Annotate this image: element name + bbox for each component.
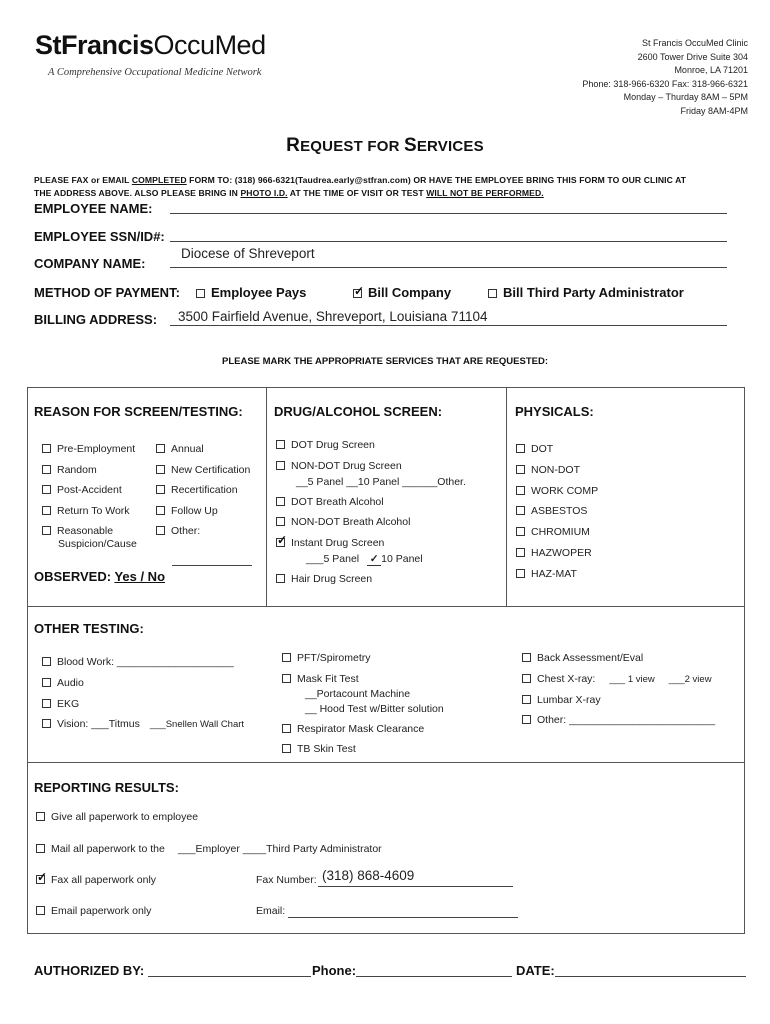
other-chest-xray[interactable]: Chest X-ray: ___ 1 view ___2 view xyxy=(522,673,712,685)
checkbox-icon[interactable] xyxy=(276,497,285,506)
reason-random[interactable]: Random xyxy=(42,460,135,481)
report-email[interactable]: Email paperwork only xyxy=(36,905,151,917)
physical-work-comp[interactable]: WORK COMP xyxy=(516,481,598,502)
checkbox-icon[interactable] xyxy=(282,724,291,733)
clinic-address xyxy=(582,37,748,118)
reason-col2 xyxy=(156,439,250,542)
drug-instant-panels: ___5 Panel ✓ 10 Panel xyxy=(306,553,423,565)
checkbox-icon[interactable] xyxy=(522,715,531,724)
checkbox-icon[interactable] xyxy=(276,574,285,583)
reason-other-field[interactable] xyxy=(172,565,252,566)
physicals-list xyxy=(516,439,598,585)
checkbox-icon[interactable] xyxy=(516,465,525,474)
other-lumbar-xray[interactable]: Lumbar X-ray xyxy=(522,694,601,706)
logo-bold: StFrancis xyxy=(35,30,154,60)
clinic-street: 2600 Tower Drive Suite 304 xyxy=(637,51,748,62)
checkbox-icon[interactable] xyxy=(36,844,45,853)
other-other[interactable]: Other: _________________________ xyxy=(522,714,715,726)
physical-chromium[interactable]: CHROMIUM xyxy=(516,522,598,543)
physical-hazwoper[interactable]: HAZWOPER xyxy=(516,543,598,564)
checkbox-icon[interactable] xyxy=(42,485,51,494)
checkbox-icon[interactable] xyxy=(282,653,291,662)
checkbox-icon[interactable] xyxy=(36,906,45,915)
billing-label: BILLING ADDRESS: xyxy=(34,312,158,327)
divider xyxy=(27,606,745,607)
company-value: Diocese of Shreveport xyxy=(181,246,315,261)
checkbox-icon[interactable] xyxy=(276,517,285,526)
payment-bill-company[interactable]: ✓ Bill Company xyxy=(353,285,451,300)
checkbox-icon[interactable] xyxy=(516,444,525,453)
clinic-hours-weekday: Monday – Thurday 8AM – 5PM xyxy=(623,92,748,102)
payment-label: METHOD OF PAYMENT: xyxy=(34,285,180,300)
employee-name-field[interactable] xyxy=(170,213,727,214)
payment-employee-pays[interactable]: Employee Pays xyxy=(196,285,306,300)
checkbox-icon[interactable] xyxy=(156,485,165,494)
fax-number-field[interactable] xyxy=(318,886,513,887)
company-field[interactable] xyxy=(170,267,727,268)
ssn-field[interactable] xyxy=(170,241,727,242)
page-title: REQUEST FOR SERVICES xyxy=(286,135,484,156)
employee-name-label: EMPLOYEE NAME: xyxy=(34,201,153,216)
checkbox-icon[interactable] xyxy=(196,289,205,298)
physical-dot[interactable]: DOT xyxy=(516,439,598,460)
company-label: COMPANY NAME: xyxy=(34,256,146,271)
other-respirator[interactable]: Respirator Mask Clearance xyxy=(282,723,424,735)
observed-yes-no[interactable]: Yes / No xyxy=(114,569,166,584)
other-blood-work[interactable]: Blood Work: ____________________ xyxy=(42,656,234,668)
physical-non-dot[interactable]: NON-DOT xyxy=(516,460,598,481)
drug-dot[interactable]: DOT Drug Screen xyxy=(276,439,375,451)
clinic-phones: Phone: 318-966-6320 Fax: 318-966-6321 xyxy=(582,78,748,89)
observed-line: OBSERVED: Yes / No xyxy=(34,569,166,584)
reason-pre-employment[interactable]: Pre-Employment xyxy=(42,439,135,460)
check-mark-icon: ✓ xyxy=(367,553,381,566)
fax-number-value: (318) 868-4609 xyxy=(322,868,415,883)
reason-other[interactable]: Other: xyxy=(156,521,250,542)
reason-new-certification[interactable]: New Certification xyxy=(156,460,250,481)
reason-post-accident[interactable]: Post-Accident xyxy=(42,480,135,501)
checkbox-icon[interactable] xyxy=(42,699,51,708)
report-give[interactable]: Give all paperwork to employee xyxy=(36,811,198,823)
other-ekg[interactable]: EKG xyxy=(42,698,79,710)
checkbox-icon[interactable] xyxy=(42,719,51,728)
clinic-hours-friday: Friday 8AM-4PM xyxy=(680,105,748,116)
logo-tagline: A Comprehensive Occupational Medicine Network xyxy=(48,67,262,78)
checked-box-icon[interactable] xyxy=(36,875,45,884)
reason-heading: REASON FOR SCREEN/TESTING: xyxy=(34,404,243,419)
mask-portacount: __Portacount Machine xyxy=(305,688,411,700)
date-label: DATE: xyxy=(516,963,555,978)
other-vision[interactable]: Vision: ___Titmus ___Snellen Wall Chart xyxy=(42,718,244,730)
checked-box-icon[interactable] xyxy=(276,538,285,547)
checkbox-icon[interactable] xyxy=(42,444,51,453)
services-prompt: PLEASE MARK THE APPROPRIATE SERVICES THAT ARE REQUESTED: xyxy=(221,356,549,367)
drug-hair[interactable]: Hair Drug Screen xyxy=(276,573,372,585)
date-field[interactable] xyxy=(555,976,746,977)
report-mail-options: ___Employer ____Third Party Administrator xyxy=(178,843,382,855)
checkbox-icon[interactable] xyxy=(522,653,531,662)
divider xyxy=(266,387,267,607)
drug-panel-options: __5 Panel __10 Panel ______Other. xyxy=(296,476,466,488)
other-mask-fit[interactable]: Mask Fit Test xyxy=(282,673,359,685)
phone-label: Phone: xyxy=(312,963,357,978)
checkbox-icon[interactable] xyxy=(42,657,51,666)
checkbox-icon[interactable] xyxy=(36,812,45,821)
checkbox-icon[interactable] xyxy=(156,506,165,515)
reason-suspicion-cause: Suspicion/Cause xyxy=(58,538,137,550)
reason-reasonable-suspicion[interactable]: Reasonable xyxy=(42,521,135,542)
physical-haz-mat[interactable]: HAZ-MAT xyxy=(516,564,598,585)
divider xyxy=(27,762,745,763)
payment-third-party[interactable]: Bill Third Party Administrator xyxy=(488,285,684,300)
drug-non-dot[interactable]: NON-DOT Drug Screen xyxy=(276,460,402,472)
authorized-field[interactable] xyxy=(148,976,311,977)
authorized-label: AUTHORIZED BY: xyxy=(34,963,145,978)
checkbox-icon[interactable] xyxy=(276,461,285,470)
checkbox-icon[interactable] xyxy=(488,289,497,298)
checkbox-icon[interactable] xyxy=(516,569,525,578)
checkbox-icon[interactable] xyxy=(42,526,51,535)
billing-field[interactable] xyxy=(170,325,727,326)
checkbox-icon[interactable] xyxy=(276,440,285,449)
checked-box-icon[interactable] xyxy=(353,289,362,298)
reason-recertification[interactable]: Recertification xyxy=(156,480,250,501)
report-mail[interactable]: Mail all paperwork to the xyxy=(36,843,165,855)
other-testing-heading: OTHER TESTING: xyxy=(34,621,144,636)
checkbox-icon[interactable] xyxy=(282,674,291,683)
divider xyxy=(506,387,507,607)
phone-field[interactable] xyxy=(356,976,512,977)
logo-light: OccuMed xyxy=(153,30,266,60)
mask-hood-test: __ Hood Test w/Bitter solution xyxy=(305,703,444,715)
other-tb-skin[interactable]: TB Skin Test xyxy=(282,743,356,755)
checkbox-icon[interactable] xyxy=(516,486,525,495)
email-field[interactable] xyxy=(288,917,518,918)
physical-asbestos[interactable]: ASBESTOS xyxy=(516,501,598,522)
other-audio[interactable]: Audio xyxy=(42,677,84,689)
instructions: PLEASE FAX or EMAIL COMPLETED FORM TO: (318) 966-6321(Taudrea.early@stfran.com) OR HAVE THE EMPLOYEE BRING THIS FORM TO OUR CLINIC AT THE ADDRESS ABOVE. ALSO PLEASE BRING IN PHOTO I.D. AT THE TIME OF VISIT OR TEST WILL NOT BE PERFORMED. xyxy=(34,175,687,198)
clinic-city: Monroe, LA 71201 xyxy=(674,65,748,75)
checkbox-icon[interactable] xyxy=(516,506,525,515)
reporting-heading: REPORTING RESULTS: xyxy=(34,780,179,795)
email-label: Email: xyxy=(256,905,286,917)
physicals-heading: PHYSICALS: xyxy=(515,404,594,419)
drug-dot-breath[interactable]: DOT Breath Alcohol xyxy=(276,496,384,508)
report-fax[interactable]: ✓Fax all paperwork only xyxy=(36,874,156,886)
checkbox-icon[interactable] xyxy=(156,465,165,474)
other-back-assessment[interactable]: Back Assessment/Eval xyxy=(522,652,643,664)
fax-number-label: Fax Number: xyxy=(256,874,317,886)
checkbox-icon[interactable] xyxy=(282,744,291,753)
reason-return-to-work[interactable]: Return To Work xyxy=(42,501,135,522)
checkbox-icon[interactable] xyxy=(42,465,51,474)
checkbox-icon[interactable] xyxy=(42,678,51,687)
checkbox-icon[interactable] xyxy=(516,527,525,536)
checkbox-icon[interactable] xyxy=(42,506,51,515)
drug-heading: DRUG/ALCOHOL SCREEN: xyxy=(274,404,443,419)
reason-col1 xyxy=(42,439,135,542)
checkbox-icon[interactable] xyxy=(516,548,525,557)
checkbox-icon[interactable] xyxy=(156,526,165,535)
checkbox-icon[interactable] xyxy=(522,695,531,704)
other-pft[interactable]: PFT/Spirometry xyxy=(282,652,371,664)
drug-instant[interactable]: ✓Instant Drug Screen xyxy=(276,537,384,549)
drug-non-dot-breath[interactable]: NON-DOT Breath Alcohol xyxy=(276,516,410,528)
clinic-logo xyxy=(35,30,266,61)
billing-value: 3500 Fairfield Avenue, Shreveport, Louisiana 71104 xyxy=(178,309,488,324)
reason-follow-up[interactable]: Follow Up xyxy=(156,501,250,522)
checkbox-icon[interactable] xyxy=(156,444,165,453)
checkbox-icon[interactable] xyxy=(522,674,531,683)
reason-annual[interactable]: Annual xyxy=(156,439,250,460)
ssn-label: EMPLOYEE SSN/ID#: xyxy=(34,229,165,244)
clinic-name: St Francis OccuMed Clinic xyxy=(641,38,748,48)
